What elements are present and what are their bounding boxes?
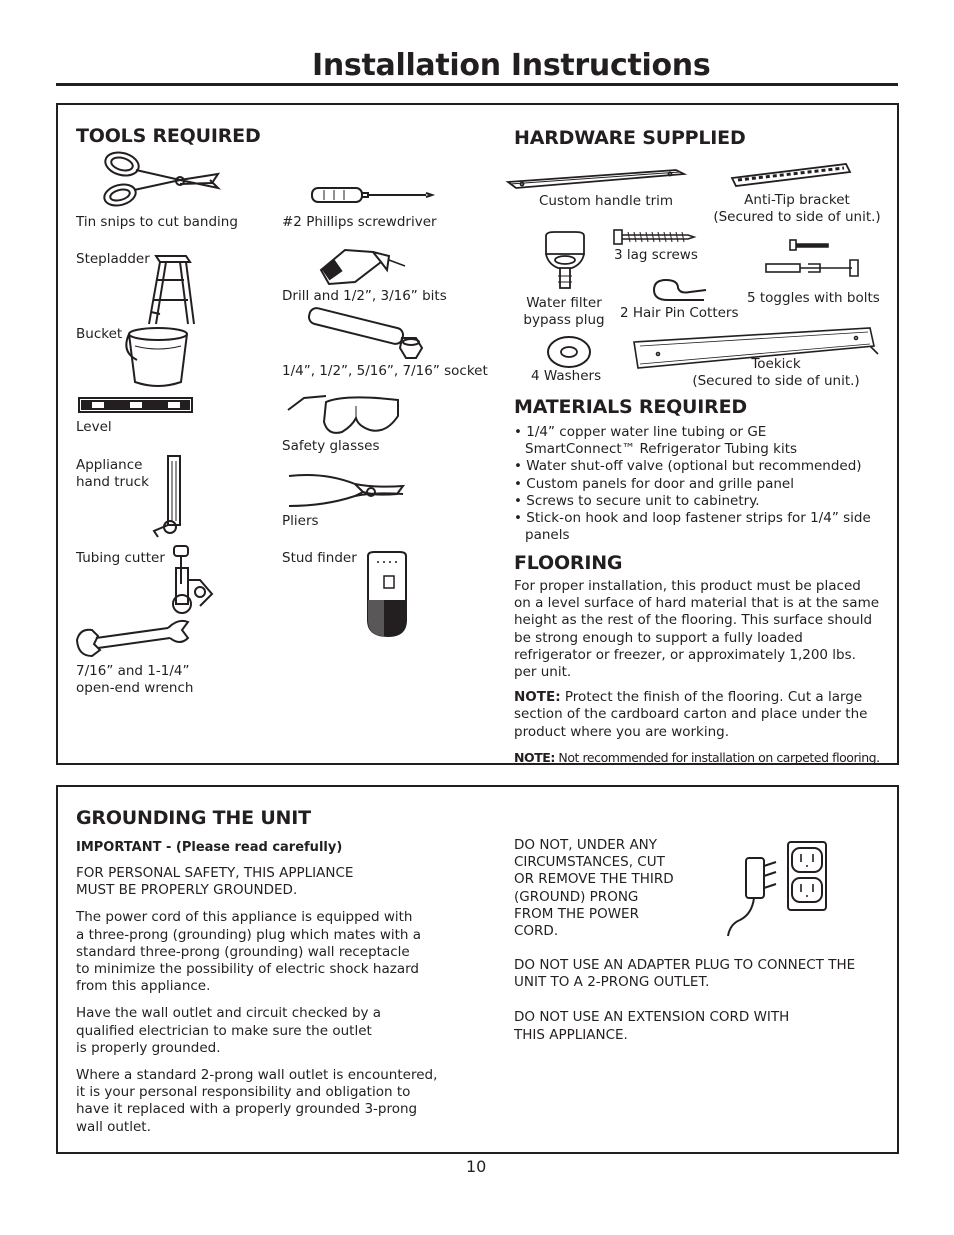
washer-icon <box>546 334 592 370</box>
water-filter-plug-icon <box>540 230 590 292</box>
grounding-paragraphs <box>76 865 442 1136</box>
stepladder-icon <box>146 252 198 326</box>
grounding-warning: DO NOT USE AN EXTENSION CORD WITH THIS APPLIANCE. <box>514 1009 790 1043</box>
grounding-important: IMPORTANT - (Please read carefully) <box>76 840 343 855</box>
hardware-label-washers: 4 Washers <box>531 368 602 384</box>
tool-label-wrench: 7/16” and 1-1/4” open-end wrench <box>76 663 194 696</box>
grounded-outlet-icon <box>724 840 830 940</box>
grounding-warnings-container <box>514 957 884 1044</box>
tool-label-socket: 1/4”, 1/2”, 5/16”, 7/16” socket <box>282 363 488 379</box>
grounding-paragraph: Where a standard 2-prong wall outlet is encountered, it is your personal responsibility and obligation to have it replaced with a properly grounded 3-prong wall outlet. <box>76 1067 438 1135</box>
wrench-icon <box>72 616 194 664</box>
hardware-label-toekick: Toekick (Secured to side of unit.) <box>692 356 860 389</box>
grounding-warning: DO NOT, UNDER ANY CIRCUMSTANCES, CUT OR REMOVE THE THIRD (GROUND) PRONG FROM THE POWER CORD. <box>514 837 674 940</box>
grounding-heading: GROUNDING THE UNIT <box>76 807 311 829</box>
hand-truck-icon <box>150 453 190 539</box>
hardware-label-handle-trim: Custom handle trim <box>539 193 674 209</box>
hardware-heading: HARDWARE SUPPLIED <box>514 127 746 149</box>
lag-screw-icon <box>612 228 696 246</box>
grounding-paragraph: The power cord of this appliance is equipped with a three-prong (grounding) plug which mates with a standard three-prong (grounding) wall receptacle to minimize the possibility of electric shock hazard from this appliance. <box>76 909 422 995</box>
materials-list-container <box>514 424 876 544</box>
flooring-body-container <box>514 578 880 766</box>
materials-heading: MATERIALS REQUIRED <box>514 396 747 418</box>
bucket-icon <box>125 320 191 390</box>
hardware-label-anti-tip-bracket: Anti-Tip bracket (Secured to side of unit.) <box>713 192 881 225</box>
flooring-heading: FLOORING <box>514 552 623 574</box>
level-icon <box>78 396 194 414</box>
tool-label-pliers: Pliers <box>282 513 319 529</box>
hardware-label-lag-screws: 3 lag screws <box>614 247 698 263</box>
page-title: Installation Instructions <box>312 48 711 83</box>
tool-label-tin-snips: Tin snips to cut banding <box>76 214 238 230</box>
stud-finder-icon <box>364 550 410 640</box>
materials-item: • Water shut-off valve (optional but recommended) <box>514 458 862 475</box>
grounding-paragraph: FOR PERSONAL SAFETY, THIS APPLIANCE MUST BE PROPERLY GROUNDED. <box>76 865 354 899</box>
screwdriver-icon <box>310 184 434 206</box>
tool-label-bucket: Bucket <box>76 326 123 342</box>
safety-glasses-icon <box>286 392 402 434</box>
tool-label-screwdriver: #2 Phillips screwdriver <box>282 214 437 230</box>
tool-label-level: Level <box>76 419 112 435</box>
toggle-bolt-icon <box>764 236 862 282</box>
handle-trim-icon <box>506 166 686 192</box>
page-number: 10 <box>466 1157 487 1176</box>
hardware-label-toggle-bolts: 5 toggles with bolts <box>747 290 880 306</box>
grounding-warning: DO NOT USE AN ADAPTER PLUG TO CONNECT THE UNIT TO A 2-PRONG OUTLET. <box>514 957 856 991</box>
materials-item: • 1/4” copper water line tubing or GE SmartConnect™ Refrigerator Tubing kits <box>514 424 798 458</box>
tin-snips-icon <box>100 150 225 210</box>
materials-list <box>514 424 876 544</box>
tools-heading: TOOLS REQUIRED <box>76 125 261 147</box>
socket-icon <box>306 312 430 360</box>
title-rule <box>56 83 898 86</box>
tool-label-stepladder: Stepladder <box>76 251 150 267</box>
anti-tip-bracket-icon <box>730 160 854 190</box>
tool-label-tubing-cutter: Tubing cutter <box>76 550 165 566</box>
tool-label-hand-truck: Appliance hand truck <box>76 457 149 490</box>
grounding-warning-1-container <box>514 837 674 940</box>
flooring-body: For proper installation, this product must be placed on a level surface of hard material that is at the same height as the rest of the flooring. This surface should be strong enough to support a fully loaded refrigerator or freezer, or approximately 1,200 lbs. per unit. <box>514 578 880 681</box>
hardware-label-hair-pin-cotters: 2 Hair Pin Cotters <box>620 305 739 321</box>
pliers-icon <box>285 470 407 510</box>
tool-label-drill: Drill and 1/2”, 3/16” bits <box>282 288 447 304</box>
materials-item: • Screws to secure unit to cabinetry. <box>514 492 760 509</box>
drill-icon <box>315 236 411 292</box>
tubing-cutter-icon <box>170 544 216 618</box>
grounding-paragraph: Have the wall outlet and circuit checked by a qualified electrician to make sure the outlet is properly grounded. <box>76 1005 382 1056</box>
hardware-label-water-filter-plug: Water filter bypass plug <box>523 295 605 328</box>
flooring-note-2: NOTE: Not recommended for installation on carpeted flooring. <box>514 749 880 765</box>
materials-item: • Custom panels for door and grille panel <box>514 475 794 492</box>
tool-label-stud-finder: Stud finder <box>282 550 357 566</box>
flooring-note-1: NOTE: Protect the finish of the flooring. Cut a large section of the cardboard carton and place under the product where you are working. <box>514 689 868 740</box>
materials-item: • Stick-on hook and loop fastener strips for 1/4” side panels <box>514 510 871 544</box>
hair-pin-cotter-icon <box>650 276 708 304</box>
tool-label-safety-glasses: Safety glasses <box>282 438 380 454</box>
